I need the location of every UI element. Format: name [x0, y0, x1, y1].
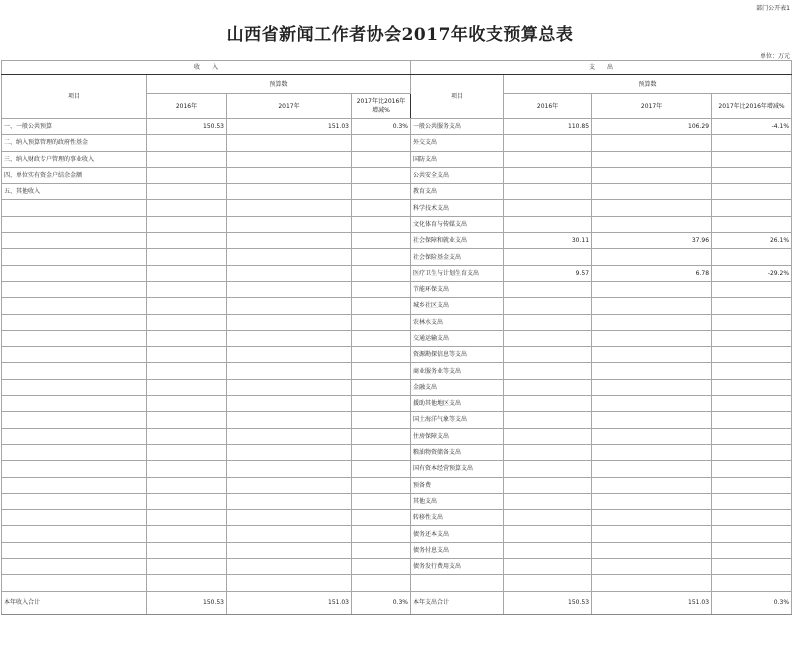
expense-item-cell: 医疗卫生与计划生育支出 — [411, 265, 504, 281]
income-2017-cell — [227, 477, 352, 493]
expense-item-cell: 债务发行费用支出 — [411, 559, 504, 575]
expense-2016-cell — [504, 281, 592, 297]
table-row — [2, 444, 792, 460]
income-item-cell — [2, 200, 147, 216]
expense-item-cell: 粮油物资储备支出 — [411, 444, 504, 460]
table-row — [2, 510, 792, 526]
expense-2017-cell — [592, 135, 712, 151]
expense-item-cell: 预备费 — [411, 477, 504, 493]
expense-2017-cell — [592, 542, 712, 558]
table-row — [2, 477, 792, 493]
expense-2016-cell — [504, 559, 592, 575]
income-change-cell — [352, 265, 411, 281]
income-2017-cell — [227, 379, 352, 395]
expense-item-cell: 债务还本支出 — [411, 526, 504, 542]
income-change-cell — [352, 330, 411, 346]
income-2017-cell — [227, 233, 352, 249]
expense-item-cell: 外交支出 — [411, 135, 504, 151]
table-row — [2, 330, 792, 346]
expense-2016-cell — [504, 167, 592, 183]
income-change-cell — [352, 135, 411, 151]
table-row — [2, 314, 792, 330]
expense-change-cell — [712, 151, 792, 167]
expense-change-cell — [712, 249, 792, 265]
expense-2017-cell — [592, 184, 712, 200]
income-2016-cell — [147, 281, 227, 297]
expense-item-cell: 社会保障和就业支出 — [411, 233, 504, 249]
income-2017-cell — [227, 265, 352, 281]
expense-2016-cell — [504, 542, 592, 558]
expense-2016-cell — [504, 314, 592, 330]
table-row — [2, 298, 792, 314]
expense-2016-cell — [504, 363, 592, 379]
expense-2017-cell — [592, 298, 712, 314]
expense-2017-cell — [592, 412, 712, 428]
table-row — [2, 167, 792, 183]
expense-2017-cell — [592, 281, 712, 297]
expense-2016-cell — [504, 444, 592, 460]
income-2016-cell — [147, 412, 227, 428]
income-2016-cell — [147, 542, 227, 558]
income-2017-cell — [227, 493, 352, 509]
page-title: 山西省新闻工作者协会2017年收支预算总表 — [226, 25, 574, 45]
total-income-2016-cell: 150.53 — [147, 591, 227, 614]
expense-2017-cell — [592, 477, 712, 493]
income-change-cell — [352, 363, 411, 379]
expense-change-cell — [712, 477, 792, 493]
income-item-cell: 二、纳入预算管理的政府性基金 — [2, 135, 147, 151]
expense-2016-cell — [504, 379, 592, 395]
table-row — [2, 542, 792, 558]
expense-2017-cell — [592, 347, 712, 363]
income-item-cell — [2, 265, 147, 281]
expense-2016-cell — [504, 216, 592, 232]
expense-change-cell: -4.1% — [712, 119, 792, 135]
expense-2017-cell — [592, 444, 712, 460]
income-item-cell: 一、一般公共预算 — [2, 119, 147, 135]
income-change-cell — [352, 167, 411, 183]
expense-item-header: 项目 — [411, 75, 504, 119]
expense-2016-cell — [504, 510, 592, 526]
expense-2017-cell: 37.96 — [592, 233, 712, 249]
expense-change-cell — [712, 379, 792, 395]
expense-change-cell — [712, 510, 792, 526]
income-item-cell — [2, 510, 147, 526]
expense-item-cell: 住房保障支出 — [411, 428, 504, 444]
income-2017-cell — [227, 135, 352, 151]
expense-item-cell: 转移性支出 — [411, 510, 504, 526]
income-2016-cell — [147, 347, 227, 363]
table-row — [2, 347, 792, 363]
income-2017-cell — [227, 461, 352, 477]
income-change-cell — [352, 477, 411, 493]
form-number: 部门公开表1 — [756, 5, 790, 12]
income-2016-cell — [147, 200, 227, 216]
expense-2016-cell — [504, 249, 592, 265]
expense-item-cell: 国有资本经营预算支出 — [411, 461, 504, 477]
expense-change-cell — [712, 281, 792, 297]
table-row — [2, 363, 792, 379]
expense-item-cell: 一般公共服务支出 — [411, 119, 504, 135]
table-row — [2, 379, 792, 395]
income-item-cell — [2, 412, 147, 428]
income-change-header: 2017年比2016年增减% — [352, 94, 411, 119]
budget-table — [1, 60, 792, 615]
total-expense-item-cell: 本年支出合计 — [411, 591, 504, 614]
income-item-cell — [2, 347, 147, 363]
income-2016-cell — [147, 477, 227, 493]
expense-item-cell: 文化体育与传媒支出 — [411, 216, 504, 232]
unit-label: 单位：万元 — [759, 53, 790, 60]
income-item-cell — [2, 379, 147, 395]
total-income-change-cell: 0.3% — [352, 591, 411, 614]
expense-item-cell: 社会保险基金支出 — [411, 249, 504, 265]
table-row — [2, 249, 792, 265]
income-2017-cell — [227, 298, 352, 314]
income-2017-cell — [227, 559, 352, 575]
expense-2017-cell: 106.29 — [592, 119, 712, 135]
total-income-2017-cell: 151.03 — [227, 591, 352, 614]
income-2016-cell — [147, 526, 227, 542]
expense-item-cell: 城乡社区支出 — [411, 298, 504, 314]
income-2016-cell — [147, 314, 227, 330]
income-change-cell — [352, 379, 411, 395]
table-row — [2, 559, 792, 575]
table-row — [2, 281, 792, 297]
expense-change-cell — [712, 200, 792, 216]
income-2016-cell — [147, 428, 227, 444]
income-item-cell — [2, 298, 147, 314]
expense-2016-cell — [504, 428, 592, 444]
expense-item-cell: 科学技术支出 — [411, 200, 504, 216]
income-2017-cell — [227, 444, 352, 460]
table-row — [2, 428, 792, 444]
income-item-cell — [2, 330, 147, 346]
expense-change-cell — [712, 444, 792, 460]
income-2017-cell — [227, 216, 352, 232]
income-2017-header: 2017年 — [227, 94, 352, 119]
expense-2017-cell — [592, 330, 712, 346]
income-2017-cell — [227, 281, 352, 297]
income-change-cell — [352, 428, 411, 444]
income-2017-cell — [227, 167, 352, 183]
table-row — [2, 119, 792, 135]
expense-2017-cell — [592, 249, 712, 265]
income-2016-cell — [147, 559, 227, 575]
expense-change-cell — [712, 559, 792, 575]
income-change-cell — [352, 216, 411, 232]
expense-change-cell: 26.1% — [712, 233, 792, 249]
expense-2017-header: 2017年 — [592, 94, 712, 119]
income-change-cell: 0.3% — [352, 119, 411, 135]
income-change-cell — [352, 314, 411, 330]
expense-change-cell — [712, 428, 792, 444]
expense-2017-cell — [592, 559, 712, 575]
table-row — [2, 575, 792, 591]
income-2016-cell — [147, 510, 227, 526]
total-expense-2016-cell: 150.53 — [504, 591, 592, 614]
income-change-cell — [352, 233, 411, 249]
expense-change-cell — [712, 412, 792, 428]
income-2016-cell — [147, 167, 227, 183]
expense-item-cell: 国防支出 — [411, 151, 504, 167]
income-2016-header: 2016年 — [147, 94, 227, 119]
income-2017-cell — [227, 200, 352, 216]
income-2017-cell — [227, 575, 352, 591]
expense-2016-cell — [504, 135, 592, 151]
expense-2017-cell — [592, 167, 712, 183]
expense-2016-cell: 110.85 — [504, 119, 592, 135]
expense-2016-cell — [504, 461, 592, 477]
income-item-cell: 四、单位实有资金户结余金额 — [2, 167, 147, 183]
income-item-cell — [2, 396, 147, 412]
expense-change-header: 2017年比2016年增减% — [712, 94, 792, 119]
expense-item-cell: 其他支出 — [411, 493, 504, 509]
expense-item-cell: 资源勘探信息等支出 — [411, 347, 504, 363]
expense-item-cell: 国土海洋气象等支出 — [411, 412, 504, 428]
income-2017-cell — [227, 184, 352, 200]
expense-change-cell — [712, 396, 792, 412]
income-2016-cell: 150.53 — [147, 119, 227, 135]
income-item-cell — [2, 477, 147, 493]
income-change-cell — [352, 575, 411, 591]
income-change-cell — [352, 526, 411, 542]
income-2017-cell — [227, 526, 352, 542]
expense-change-cell — [712, 314, 792, 330]
total-expense-2017-cell: 151.03 — [592, 591, 712, 614]
expense-item-cell: 金融支出 — [411, 379, 504, 395]
income-2016-cell — [147, 575, 227, 591]
income-budget-header: 预算数 — [147, 75, 411, 94]
income-2016-cell — [147, 444, 227, 460]
income-change-cell — [352, 347, 411, 363]
income-2016-cell — [147, 184, 227, 200]
expense-2016-cell — [504, 477, 592, 493]
income-section-header: 收 入 — [2, 61, 411, 75]
income-2016-cell — [147, 135, 227, 151]
expense-2017-cell — [592, 396, 712, 412]
expense-2016-cell — [504, 396, 592, 412]
expense-section-header: 支 出 — [411, 61, 792, 75]
table-row — [2, 216, 792, 232]
income-2017-cell — [227, 151, 352, 167]
table-row — [2, 265, 792, 281]
expense-2017-cell — [592, 314, 712, 330]
income-2017-cell — [227, 510, 352, 526]
income-2016-cell — [147, 249, 227, 265]
expense-change-cell — [712, 135, 792, 151]
expense-2017-cell — [592, 428, 712, 444]
income-item-cell — [2, 526, 147, 542]
table-row — [2, 526, 792, 542]
income-2017-cell — [227, 363, 352, 379]
expense-2016-cell: 9.57 — [504, 265, 592, 281]
expense-2016-cell: 30.11 — [504, 233, 592, 249]
income-change-cell — [352, 396, 411, 412]
total-income-item-cell: 本年收入合计 — [2, 591, 147, 614]
income-item-cell — [2, 233, 147, 249]
income-2017-cell — [227, 314, 352, 330]
table-row — [2, 184, 792, 200]
expense-item-cell: 交通运输支出 — [411, 330, 504, 346]
income-2016-cell — [147, 216, 227, 232]
table-row — [2, 233, 792, 249]
income-2017-cell — [227, 396, 352, 412]
income-2016-cell — [147, 151, 227, 167]
expense-item-cell: 债务付息支出 — [411, 542, 504, 558]
expense-2017-cell — [592, 526, 712, 542]
expense-2017-cell — [592, 493, 712, 509]
expense-change-cell: -29.2% — [712, 265, 792, 281]
expense-2016-cell — [504, 493, 592, 509]
expense-change-cell — [712, 461, 792, 477]
expense-item-cell: 商业服务业等支出 — [411, 363, 504, 379]
income-item-cell — [2, 216, 147, 232]
income-change-cell — [352, 559, 411, 575]
income-2016-cell — [147, 363, 227, 379]
income-change-cell — [352, 298, 411, 314]
income-change-cell — [352, 184, 411, 200]
income-2016-cell — [147, 265, 227, 281]
expense-change-cell — [712, 363, 792, 379]
income-item-cell — [2, 493, 147, 509]
expense-change-cell — [712, 526, 792, 542]
expense-2016-header: 2016年 — [504, 94, 592, 119]
table-row — [2, 396, 792, 412]
table-row — [2, 151, 792, 167]
income-item-header: 项目 — [2, 75, 147, 119]
table-row — [2, 493, 792, 509]
expense-change-cell — [712, 298, 792, 314]
total-expense-change-cell: 0.3% — [712, 591, 792, 614]
income-2017-cell — [227, 330, 352, 346]
expense-change-cell — [712, 575, 792, 591]
expense-2017-cell: 6.78 — [592, 265, 712, 281]
expense-2017-cell — [592, 575, 712, 591]
income-change-cell — [352, 493, 411, 509]
income-change-cell — [352, 444, 411, 460]
expense-change-cell — [712, 493, 792, 509]
income-item-cell — [2, 461, 147, 477]
income-item-cell: 五、其他收入 — [2, 184, 147, 200]
income-change-cell — [352, 249, 411, 265]
expense-2017-cell — [592, 200, 712, 216]
income-2016-cell — [147, 298, 227, 314]
expense-2016-cell — [504, 412, 592, 428]
income-change-cell — [352, 542, 411, 558]
expense-2016-cell — [504, 151, 592, 167]
income-2016-cell — [147, 396, 227, 412]
expense-2016-cell — [504, 575, 592, 591]
expense-item-cell: 援助其他地区支出 — [411, 396, 504, 412]
income-change-cell — [352, 151, 411, 167]
table-row — [2, 200, 792, 216]
expense-item-cell: 节能环保支出 — [411, 281, 504, 297]
income-change-cell — [352, 461, 411, 477]
expense-2016-cell — [504, 200, 592, 216]
expense-2016-cell — [504, 184, 592, 200]
expense-change-cell — [712, 216, 792, 232]
income-item-cell — [2, 444, 147, 460]
expense-2017-cell — [592, 216, 712, 232]
expense-2017-cell — [592, 151, 712, 167]
income-2017-cell — [227, 412, 352, 428]
income-change-cell — [352, 510, 411, 526]
expense-2016-cell — [504, 298, 592, 314]
income-item-cell — [2, 249, 147, 265]
income-2017-cell — [227, 249, 352, 265]
table-row — [2, 461, 792, 477]
expense-2017-cell — [592, 510, 712, 526]
expense-change-cell — [712, 347, 792, 363]
income-item-cell — [2, 428, 147, 444]
income-2016-cell — [147, 461, 227, 477]
expense-2016-cell — [504, 347, 592, 363]
expense-item-cell: 教育支出 — [411, 184, 504, 200]
income-item-cell — [2, 559, 147, 575]
income-2017-cell — [227, 428, 352, 444]
income-2017-cell — [227, 542, 352, 558]
income-change-cell — [352, 200, 411, 216]
expense-2017-cell — [592, 363, 712, 379]
income-item-cell — [2, 363, 147, 379]
expense-change-cell — [712, 542, 792, 558]
expense-2016-cell — [504, 330, 592, 346]
income-item-cell — [2, 575, 147, 591]
income-item-cell — [2, 314, 147, 330]
table-row — [2, 412, 792, 428]
expense-change-cell — [712, 330, 792, 346]
income-2016-cell — [147, 330, 227, 346]
expense-change-cell — [712, 167, 792, 183]
income-change-cell — [352, 281, 411, 297]
expense-2017-cell — [592, 379, 712, 395]
income-2016-cell — [147, 379, 227, 395]
income-item-cell: 三、纳入财政专户管理的事业收入 — [2, 151, 147, 167]
table-row — [2, 135, 792, 151]
expense-item-cell — [411, 575, 504, 591]
expense-budget-header: 预算数 — [504, 75, 792, 94]
expense-item-cell: 公共安全支出 — [411, 167, 504, 183]
income-item-cell — [2, 281, 147, 297]
expense-2016-cell — [504, 526, 592, 542]
expense-item-cell: 农林水支出 — [411, 314, 504, 330]
income-2016-cell — [147, 233, 227, 249]
expense-2017-cell — [592, 461, 712, 477]
income-2017-cell — [227, 347, 352, 363]
income-2017-cell: 151.03 — [227, 119, 352, 135]
income-item-cell — [2, 542, 147, 558]
income-2016-cell — [147, 493, 227, 509]
total-row — [2, 591, 792, 614]
income-change-cell — [352, 412, 411, 428]
expense-change-cell — [712, 184, 792, 200]
